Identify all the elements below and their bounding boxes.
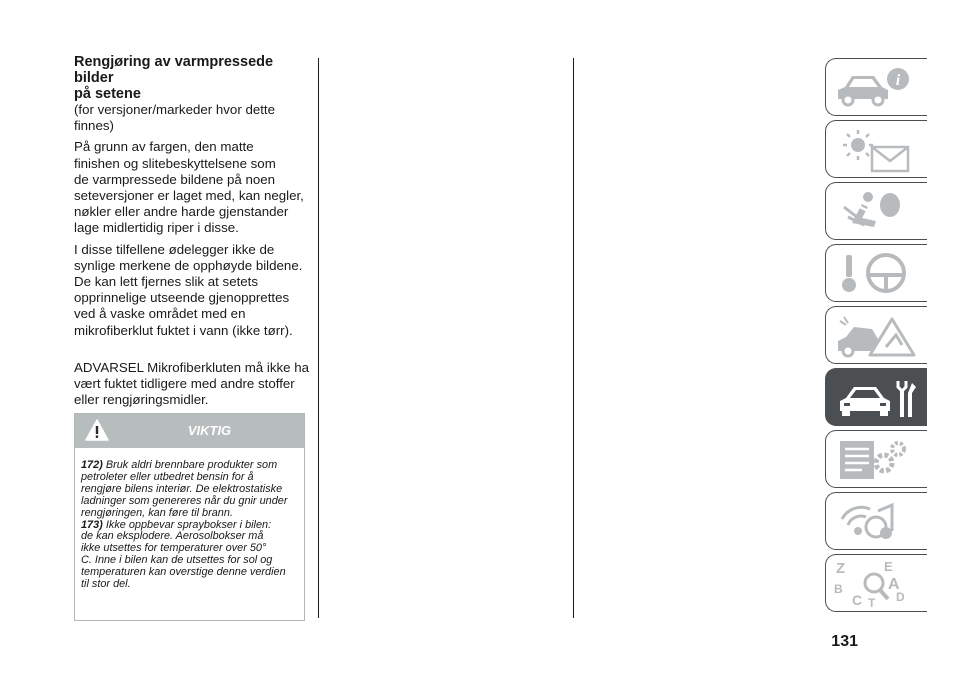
warning-note-172: 172) Bruk aldri brennbare produkter som petroleter eller utbedret bensin for å rengjøre bilens interiør. De elektrostatiske ladninger som genereres når du gnir under rengjøringen, kan føre til brann. bbox=[81, 459, 288, 519]
page-number: 131 bbox=[831, 633, 858, 650]
index-letter-c: C bbox=[852, 592, 863, 608]
warning-note-173: 173) Ikke oppbevar spraybokser i bilen: de kan eksplodere. Aerosolbokser må ikke utsettes for temperaturer over 50° C. Inne i bilen kan de utsettes for sol og temperaturen kan overstige denne verdien til stor del. bbox=[81, 518, 286, 591]
tab-car-tools[interactable] bbox=[825, 368, 927, 426]
tab-warning-lights[interactable] bbox=[825, 120, 927, 178]
warning-header bbox=[75, 414, 304, 448]
seat-airbag-icon bbox=[832, 187, 922, 237]
multimedia-icon bbox=[832, 497, 922, 547]
article-subtitle: (for versjoner/markeder hvor dette finnes) bbox=[74, 102, 276, 134]
car-info-icon bbox=[832, 63, 922, 113]
index-letter-a: A bbox=[888, 576, 900, 593]
index-letter-t: T bbox=[868, 596, 876, 609]
advarsel-paragraph: ADVARSEL Mikrofiberkluten må ikke ha vært fuktet tidligere med andre stoffer eller rengjøringsmidler. bbox=[74, 359, 310, 408]
tab-index[interactable] bbox=[825, 554, 927, 612]
warning-heading: VIKTIG bbox=[187, 423, 232, 438]
article-column bbox=[74, 54, 310, 408]
tab-key-steering[interactable] bbox=[825, 244, 927, 302]
tab-car-info[interactable] bbox=[825, 58, 927, 116]
index-icon bbox=[832, 559, 922, 609]
tech-specs-icon bbox=[832, 435, 922, 485]
index-letter-d: D bbox=[896, 590, 905, 604]
column-divider-right bbox=[573, 58, 574, 618]
index-letter-z: Z bbox=[836, 560, 846, 577]
column-divider-left bbox=[318, 58, 319, 618]
tab-breakdown[interactable] bbox=[825, 306, 927, 364]
paragraph-1: På grunn av fargen, den matte finishen og slitebeskyttelsene som de varmpressede bildene på noen seteversjoner er laget med, kan negler, nøkler eller andre harde gjenstander lage midlertidig riper i disse. bbox=[74, 139, 304, 236]
svg-text:i: i bbox=[895, 72, 901, 89]
breakdown-icon bbox=[832, 311, 922, 361]
paragraph-2: I disse tilfellene ødelegger ikke de synlige merkene de opphøyde bildene. De kan lett fjernes slik at setets opprinnelige utseende gjenopprettes ved å vaske området med en mikrofiberklut fuktet i vann (ikke tørr). bbox=[74, 241, 303, 338]
index-letter-b: B bbox=[834, 582, 843, 596]
warning-body bbox=[75, 448, 304, 591]
tab-multimedia[interactable] bbox=[825, 492, 927, 550]
index-letter-e: E bbox=[884, 559, 893, 574]
car-tools-icon bbox=[832, 373, 922, 423]
warning-lights-icon bbox=[832, 125, 922, 175]
tab-seat-airbag[interactable] bbox=[825, 182, 927, 240]
warning-box bbox=[74, 413, 305, 621]
chapter-tabs bbox=[825, 58, 927, 616]
article-title: Rengjøring av varmpressede bilder på setene bbox=[74, 54, 274, 102]
tab-tech-specs[interactable] bbox=[825, 430, 927, 488]
key-steering-icon bbox=[832, 249, 922, 299]
